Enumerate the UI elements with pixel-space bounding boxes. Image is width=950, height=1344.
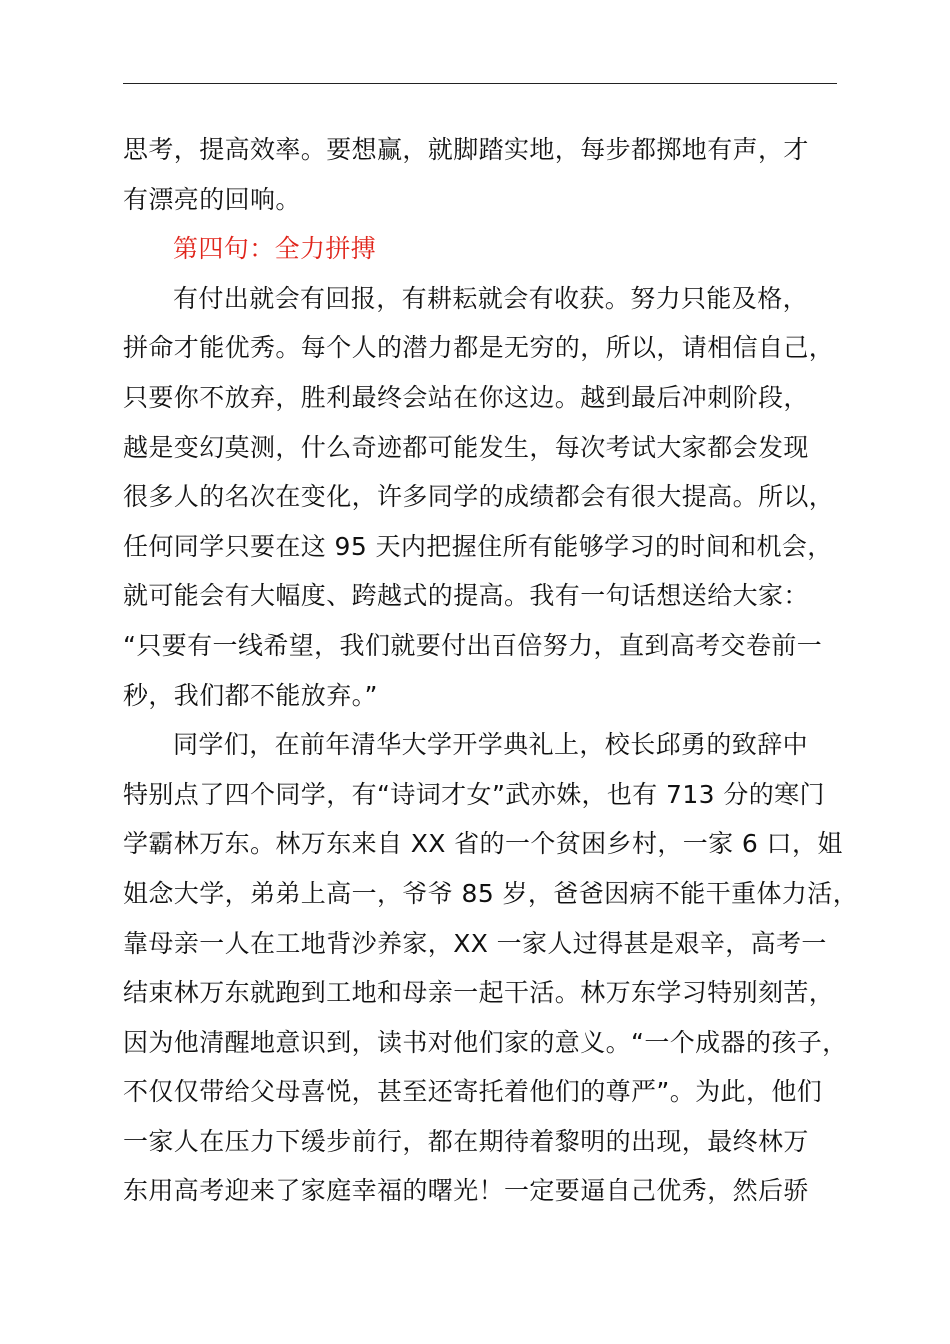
- text-line: 学霸林万东。林万东来自 XX 省的一个贫困乡村，一家 6 口，姐: [123, 829, 843, 859]
- text-line: “只要有一线希望，我们就要付出百倍努力，直到高考交卷前一: [123, 630, 823, 660]
- text-line: 姐念大学，弟弟上高一，爷爷 85 岁，爸爸因病不能干重体力活，: [123, 878, 859, 908]
- text-line: 特别点了四个同学，有“诗词才女”武亦姝，也有 713 分的寒门: [123, 779, 825, 809]
- text-line: 秒，我们都不能放弃。”: [123, 680, 378, 710]
- text-line: 就可能会有大幅度、跨越式的提高。我有一句话想送给大家：: [123, 581, 809, 611]
- text-line: 任何同学只要在这 95 天内把握住所有能够学习的时间和机会，: [123, 531, 833, 561]
- text-line: 思考，提高效率。要想赢，就脚踏实地，每步都掷地有声，才: [123, 135, 809, 164]
- paragraph-start-line: 同学们，在前年清华大学开学典礼上，校长邱勇的致辞中: [173, 730, 809, 760]
- text-line: 靠母亲一人在工地背沙养家，XX 一家人过得甚是艰辛，高考一: [123, 928, 827, 958]
- header-rule: [123, 83, 837, 84]
- paragraph-start-line: 有付出就会有回报，有耕耘就会有收获。努力只能及格，: [173, 283, 809, 313]
- text-line: 因为他清醒地意识到，读书对他们家的意义。“一个成器的孩子，: [123, 1027, 848, 1057]
- text-line: 有漂亮的回响。: [123, 184, 301, 214]
- text-line: 很多人的名次在变化，许多同学的成绩都会有很大提高。所以，: [123, 482, 835, 512]
- text-line: 一家人在压力下缓步前行，都在期待着黎明的出现，最终林万: [123, 1126, 809, 1156]
- text-line: 只要你不放弃，胜利最终会站在你这边。越到最后冲刺阶段，: [123, 382, 809, 412]
- text-line: 越是变幻莫测，什么奇迹都可能发生，每次考试大家都会发现: [123, 432, 809, 462]
- text-line: 不仅仅带给父母喜悦，甚至还寄托着他们的尊严”。为此，他们: [123, 1077, 823, 1107]
- section-heading: 第四句：全力拼搏: [173, 234, 377, 264]
- text-line: 拼命才能优秀。每个人的潜力都是无穷的，所以，请相信自己，: [123, 333, 835, 363]
- document-body: [123, 125, 859, 1216]
- text-line: 结束林万东就跑到工地和母亲一起干活。林万东学习特别刻苦，: [123, 978, 835, 1008]
- text-line: 东用高考迎来了家庭幸福的曙光！一定要逼自己优秀，然后骄: [123, 1176, 809, 1206]
